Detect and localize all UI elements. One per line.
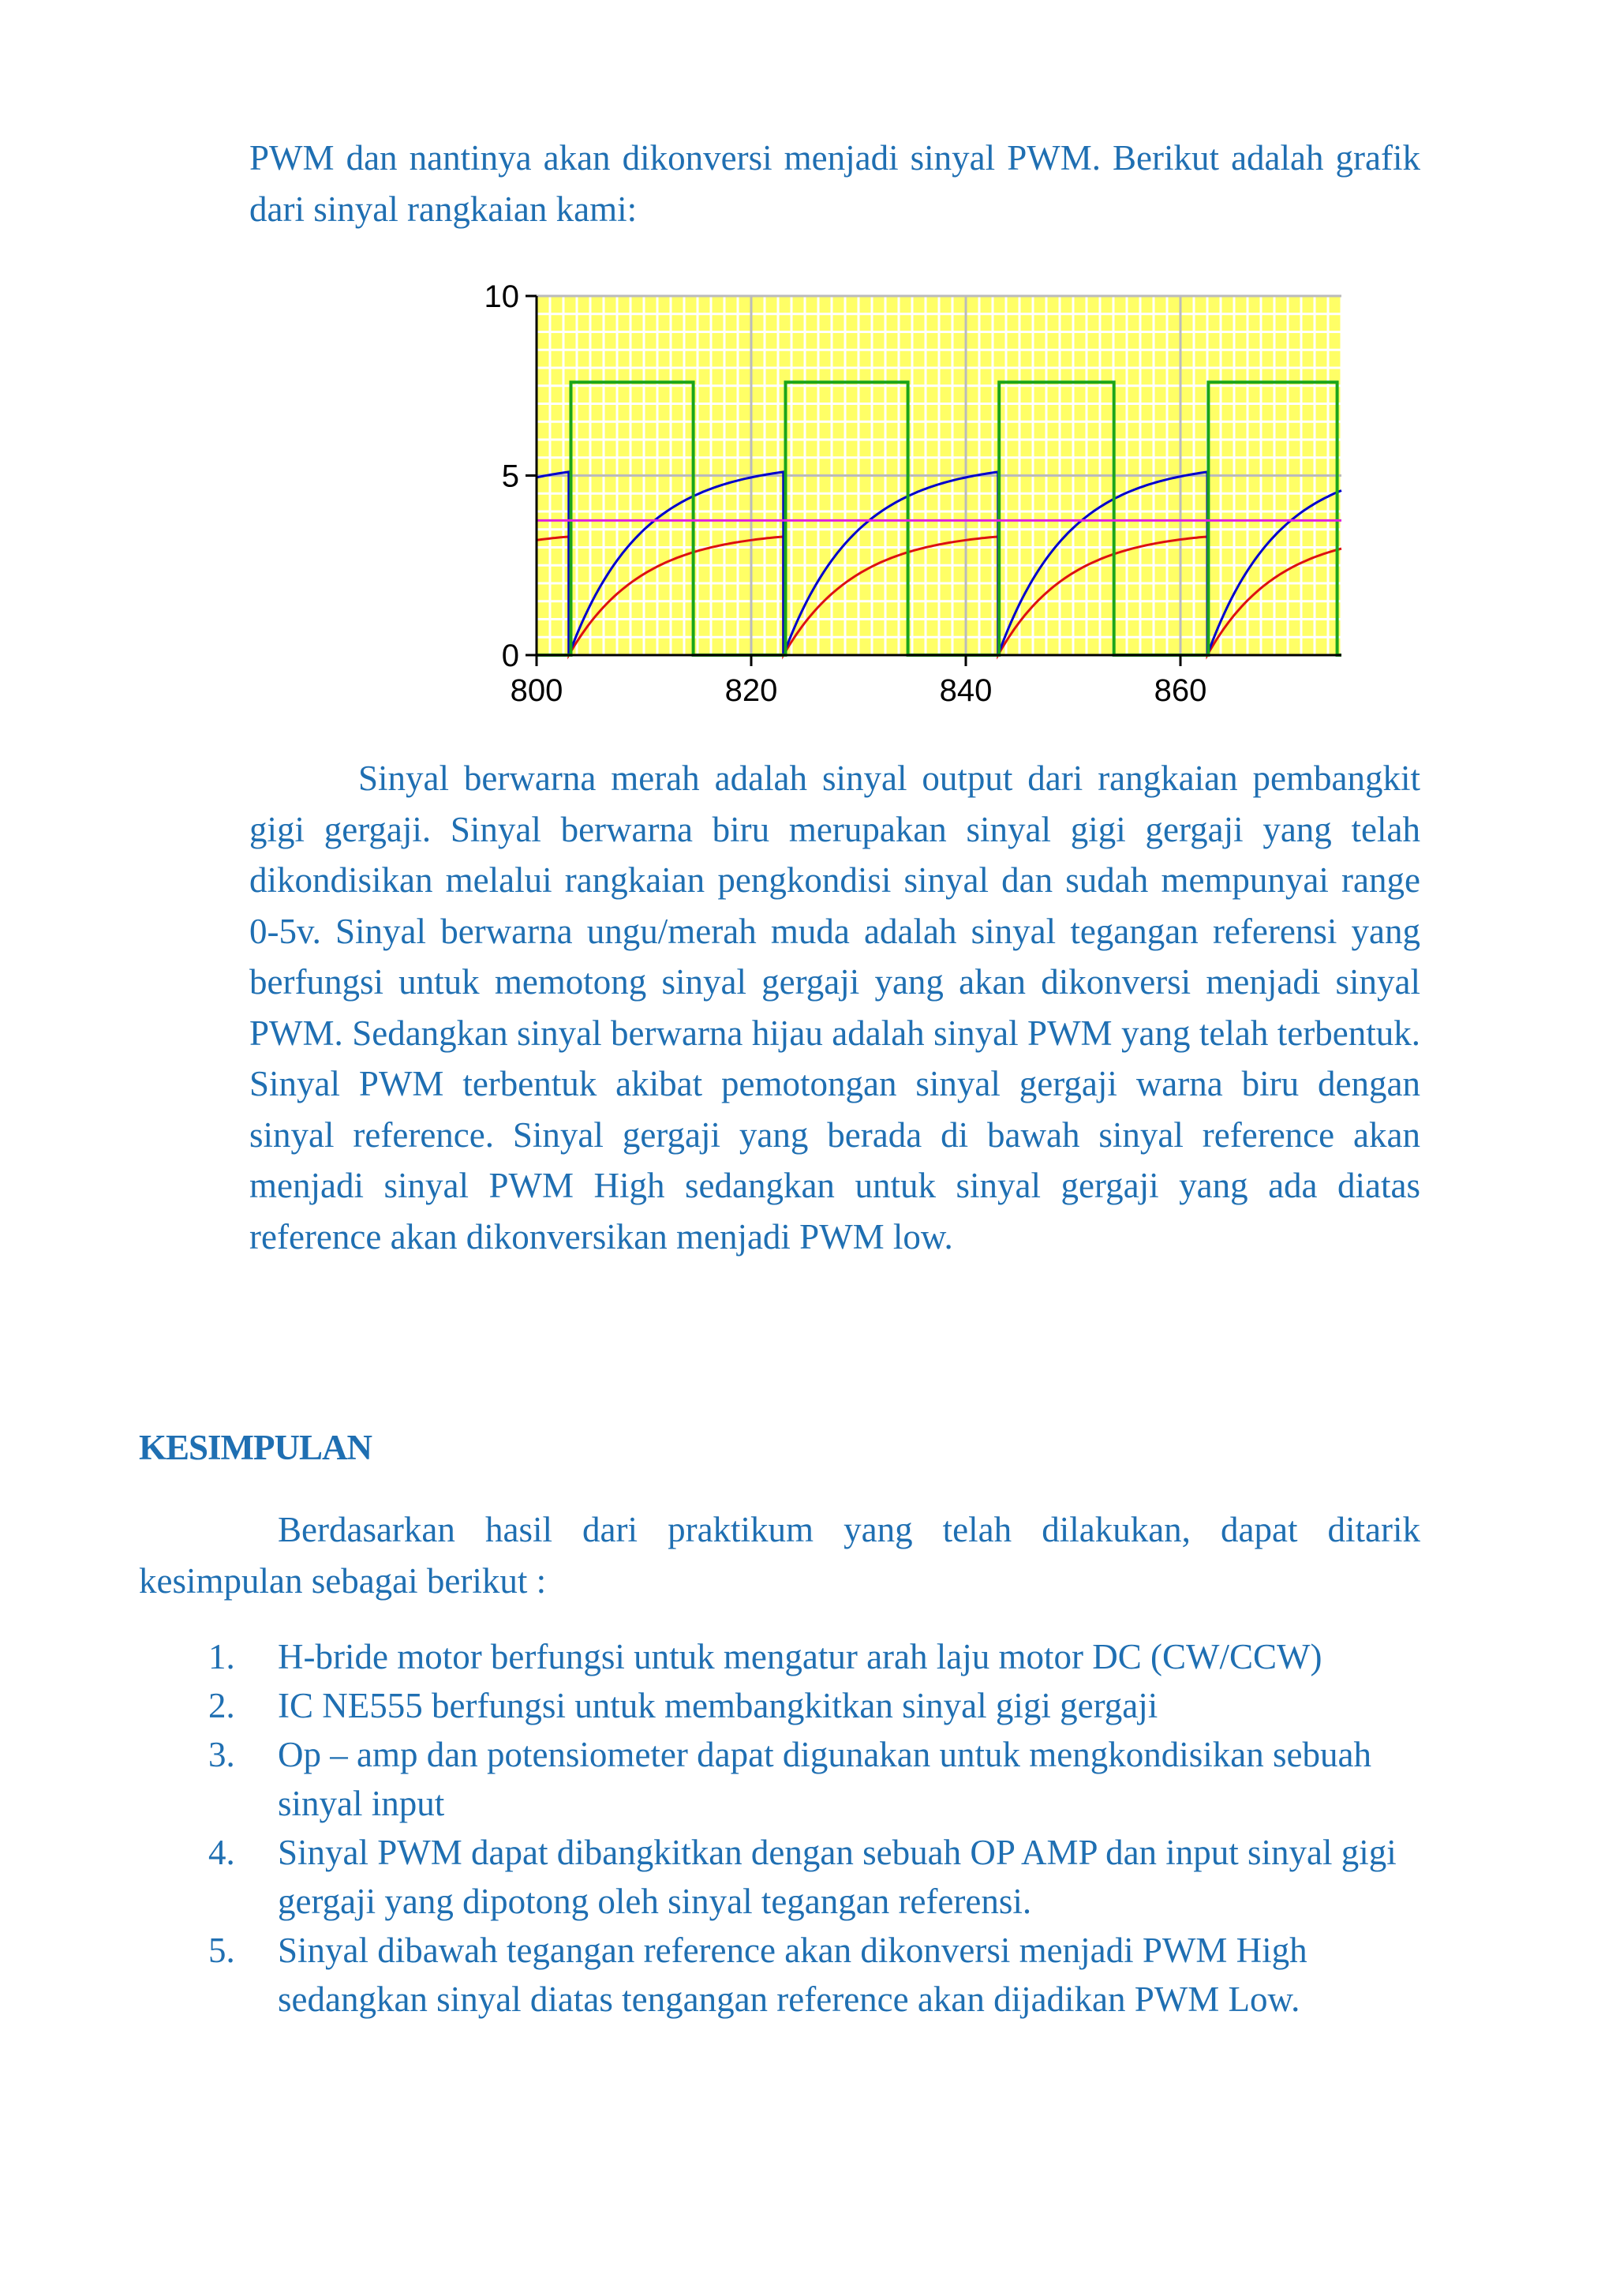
- list-number: 1.: [208, 1637, 235, 1676]
- list-number: 4.: [208, 1833, 235, 1872]
- y-tick-label: 0: [501, 639, 519, 673]
- list-text: Sinyal PWM dapat dibangkitkan dengan sebuah OP AMP dan input sinyal gigi gergaji yang dipotong oleh sinyal tegangan referensi.: [278, 1833, 1397, 1921]
- conclusion-list: [139, 1632, 1420, 2024]
- list-text: Op – amp dan potensiometer dapat digunakan untuk mengkondisikan sebuah sinyal input: [278, 1735, 1371, 1823]
- list-text: IC NE555 berfungsi untuk membangkitkan sinyal gigi gergaji: [278, 1686, 1158, 1725]
- y-tick-label: 10: [484, 279, 519, 314]
- list-number: 5.: [208, 1931, 235, 1970]
- list-item: [139, 1730, 1420, 1828]
- section-heading-kesimpulan: KESIMPULAN: [139, 1428, 372, 1467]
- analysis-paragraph: Sinyal berwarna merah adalah sinyal output dari rangkaian pembangkit gigi gergaji. Sinyal berwarna biru merupakan sinyal gigi gergaji yang telah dikondisikan melalui rangkaian pengkondisi sinyal dan sudah mempunyai range 0-5v. Sinyal berwarna ungu/merah muda adalah sinyal tegangan referensi yang berfungsi untuk memotong sinyal gergaji yang akan dikonversi menjadi sinyal PWM. Sedangkan sinyal berwarna hijau adalah sinyal PWM yang telah terbentuk. Sinyal PWM terbentuk akibat pemotongan sinyal gergaji warna biru dengan sinyal reference. Sinyal gergaji yang berada di bawah sinyal reference akan menjadi sinyal PWM High sedangkan untuk sinyal gergaji yang ada diatas reference akan dikonversikan menjadi PWM low.: [249, 758, 1420, 1257]
- signal-chart-svg: [442, 264, 1349, 722]
- list-number: 3.: [208, 1735, 235, 1774]
- intro-paragraph: PWM dan nantinya akan dikonversi menjadi sinyal PWM. Berikut adalah grafik dari sinyal rangkaian kami:: [249, 138, 1420, 229]
- list-text: H-bride motor berfungsi untuk mengatur arah laju motor DC (CW/CCW): [278, 1637, 1322, 1676]
- y-tick-label: 5: [501, 459, 519, 494]
- list-number: 2.: [208, 1686, 235, 1725]
- list-item: [139, 1926, 1420, 2024]
- x-tick-label: 840: [939, 673, 993, 708]
- signal-chart: [442, 264, 1349, 722]
- x-tick-label: 800: [510, 673, 563, 708]
- list-text: Sinyal dibawah tegangan reference akan dikonversi menjadi PWM High sedangkan sinyal diatas tengangan reference akan dijadikan PWM Low.: [278, 1931, 1307, 2019]
- x-tick-label: 860: [1154, 673, 1207, 708]
- conclusion-paragraph: Berdasarkan hasil dari praktikum yang telah dilakukan, dapat ditarik kesimpulan sebagai berikut :: [139, 1510, 1420, 1601]
- list-item: [139, 1828, 1420, 1926]
- list-item: [139, 1632, 1420, 1681]
- list-item: [139, 1681, 1420, 1730]
- x-tick-label: 820: [724, 673, 778, 708]
